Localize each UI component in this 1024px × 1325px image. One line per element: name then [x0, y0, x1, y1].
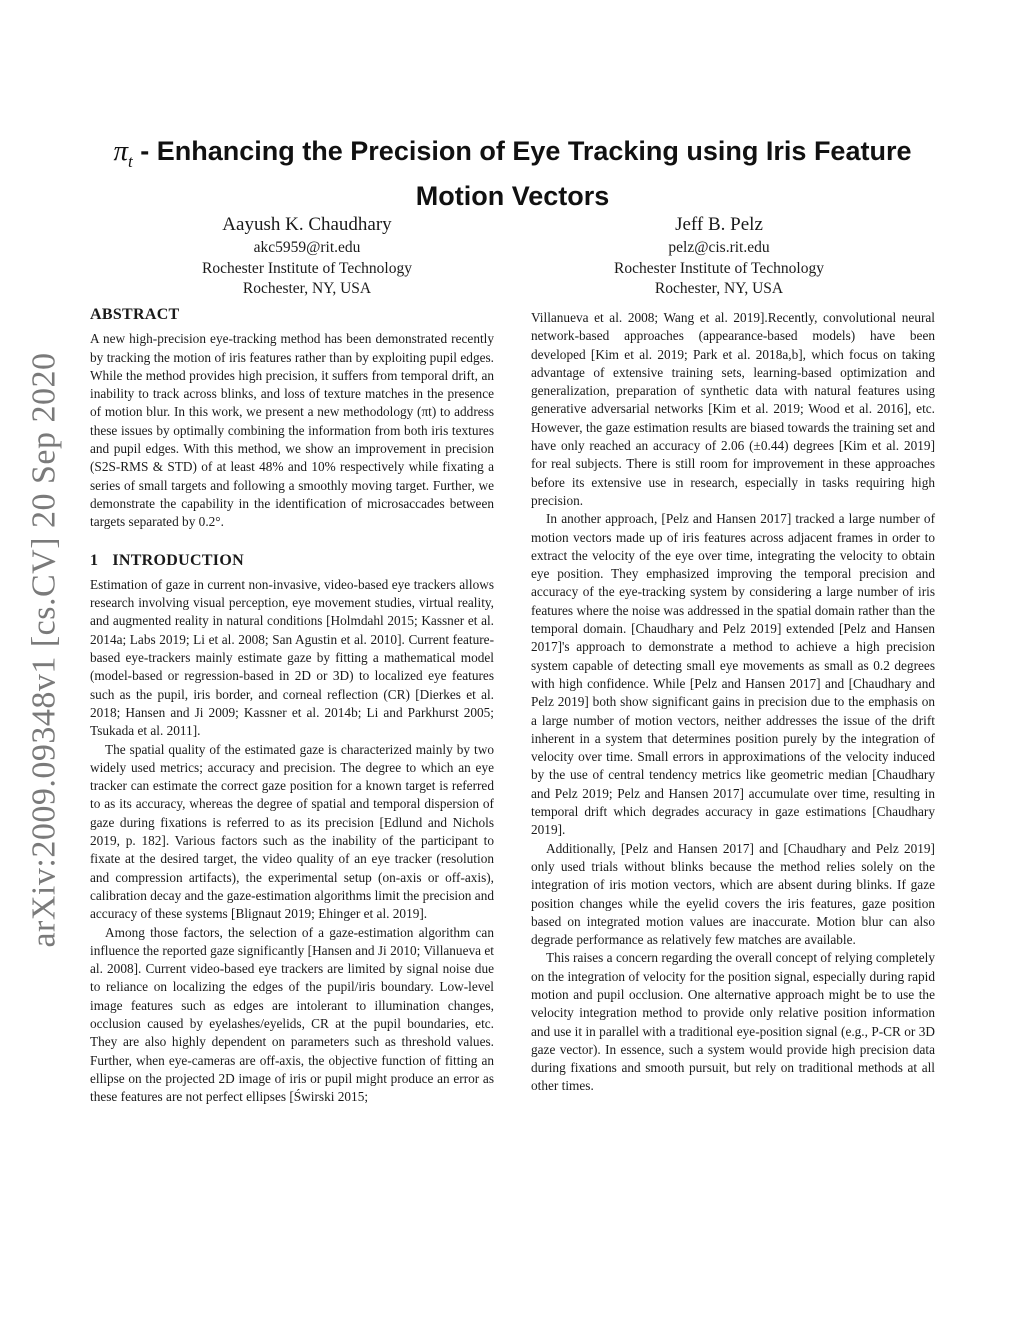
author-block-1 [127, 212, 487, 300]
author-name: Jeff B. Pelz [675, 214, 763, 235]
arxiv-sidebar-stamp [28, 350, 62, 950]
title-text: - Enhancing the Precision of Eye Tracking using Iris Feature Motion Vectors [132, 136, 912, 211]
paper-title [90, 134, 935, 213]
author-email: pelz@cis.rit.edu [668, 239, 770, 256]
paragraph: The spatial quality of the estimated gaze is characterized mainly by two widely used metrics; accuracy and precision. The degree to which an eye tracker can estimate the correct gaze position for a known target is referred to as its accuracy, whereas the degree of spatial and temporal dispersion of gaze during fixations is referred to as its precision [Edlund and Nichols 2019, p. 182]. Various factors such as the inability of the participant to fixate at the desired target, the video quality of an eye tracker (resolution and compression artifacts), the experimental setup (on-axis or off-axis), calibration decay and the gaze-estimation algorithms limit the precision and accuracy of these systems [Blignaut 2019; Ehinger et al. 2019]. [90, 741, 494, 922]
paragraph: In another approach, [Pelz and Hansen 2017] tracked a large number of motion vectors made up of iris features across adjacent frames in order to extract the velocity of the eye over time, integrating the velocity to obtain eye position. They emphasized improving the temporal precision and accuracy of the eye-tracking system by considering a large number of iris features where the noise was addressed in the spatial domain rather than the temporal domain. [Chaudhary and Pelz 2019] extended [Pelz and Hansen 2017]'s approach to demonstrate a method to achieve a high precision system capable of detecting small eye movements as small as 0.2 degrees with high confidence. While [Pelz and Hansen 2017] and [Chaudhary and Pelz 2019] both show significant gains in precision due to the emphasis on a large number of motion vectors, neither addresses the issue of the drift inherent in a system that determines position purely by the integration of velocity over time. Small errors in approximations of the velocity induced by the use of central tendency metrics like geometric median [Chaudhary and Pelz 2019; Pelz and Hansen 2017] accumulate over time, resulting in temporal drift which degrades accuracy in gaze estimations [Chaudhary 2019]. [531, 511, 935, 838]
section-number: 1 [90, 551, 99, 569]
paragraph: This raises a concern regarding the overall concept of relying completely on the integration of velocity for the position signal, especially during rapid motion and pupil occlusion. One alternative approach might be to use the velocity integration method to provide only relative position information and use it in parallel with a traditional eye-position signal (e.g., P-CR or 3D gaze vector). In essence, such a system would provide high precision data during fixations and smooth pursuit, but rely on traditional methods at all other times. [531, 950, 935, 1094]
abstract-text: A new high-precision eye-tracking method has been demonstrated recently by tracking the motion of iris features rather than by exploiting pupil edges. While the method provides high precision, it suffers from temporal drift, an inability to track across blinks, and loss of texture matches in the presence of motion blur. In this work, we present a new methodology (πt) to address these issues by optimally combining the information from both iris textures and pupil edges. With this method, we show an improvement in precision (S2S-RMS & STD) of at least 48% and 10% respectively while fixating a series of small targets and following a smoothly moving target. Further, we demonstrate the capability in the identification of microsaccades between targets separated by 0.2°. [90, 331, 494, 530]
arxiv-identifier: arXiv:2009.09348v1 [cs.CV] 20 Sep 2020 [26, 352, 63, 948]
author-location: Rochester, NY, USA [242, 280, 372, 297]
right-column [531, 309, 935, 1096]
author-name: Aayush K. Chaudhary [222, 214, 392, 235]
section-title: INTRODUCTION [112, 551, 244, 569]
author-email: akc5959@rit.edu [253, 239, 361, 256]
abstract-heading: ABSTRACT [90, 306, 180, 323]
author-block-2 [539, 212, 899, 300]
author-affiliation: Rochester Institute of Technology [614, 259, 824, 277]
intro-heading [90, 552, 494, 570]
author-location: Rochester, NY, USA [654, 280, 784, 297]
paragraph: Among those factors, the selection of a gaze-estimation algorithm can influence the reported gaze significantly [Hansen and Ji 2010; Villanueva et al. 2008]. Current video-based eye trackers are limited by signal noise due to reliance on localizing the edges of the pupil/iris boundary. Low-level image features such as edges are intolerant to illumination changes, occlusion caused by eyelashes/eyelids, CR at the pupil boundaries, etc. They are also highly dependent on parameters such as threshold values. Further, when eye-cameras are off-axis, the objective function of fitting an ellipse on the projected 2D image of iris or pupil might produce an error as these features are not perfect ellipses [Świrski 2015; [90, 924, 494, 1105]
title-symbol: $\pi_t$ [113, 135, 133, 171]
paragraph: Villanueva et al. 2008; Wang et al. 2019].Recently, convolutional neural network-based approaches (appearance-based models) have been developed [Kim et al. 2019; Park et al. 2018a,b], which focus on taking advantage of extensive training sets, learning-based optimization and generalization, preparation of synthetic data with natural features using generative adversarial networks [Kim et al. 2019; Wood et al. 2016], etc. However, the gaze estimation results are biased towards the training set and have only reached an accuracy of 2.06 (±0.44) degrees [Kim et al. 2019] for real subjects. There is still room for improvement in these approaches before its extensive use in research, especially in tasks requiring high precision. [531, 310, 935, 508]
left-column [90, 306, 494, 1106]
paragraph: Estimation of gaze in current non-invasive, video-based eye trackers allows research involving visual perception, eye movement studies, virtual reality, and augmented reality in natural conditions [Holmdahl 2015; Kassner et al. 2014a; Labs 2019; Li et al. 2008; San Agustin et al. 2010]. Current feature-based eye-trackers mainly estimate gaze by fitting a mathematical model (model-based or regression-based in 2D or 3D) to localized eye features such as the pupil, iris border, and corneal reflection (CR) [Dierkes et al. 2018; Hansen and Ji 2009; Kassner et al. 2014b; Li and Parkhurst 2005; Tsukada et al. 2011]. [90, 576, 494, 739]
author-affiliation: Rochester Institute of Technology [202, 259, 412, 277]
paragraph: Additionally, [Pelz and Hansen 2017] and [Chaudhary and Pelz 2019] only used trials without blinks because the method relies solely on the integration of iris motion vectors, which are absent during blinks. If gaze position changes while the eyelid covers the iris features, gaze position based on integrated motion values are inaccurate. Motion blur can also degrade performance as relatively few matches are available. [531, 840, 935, 948]
